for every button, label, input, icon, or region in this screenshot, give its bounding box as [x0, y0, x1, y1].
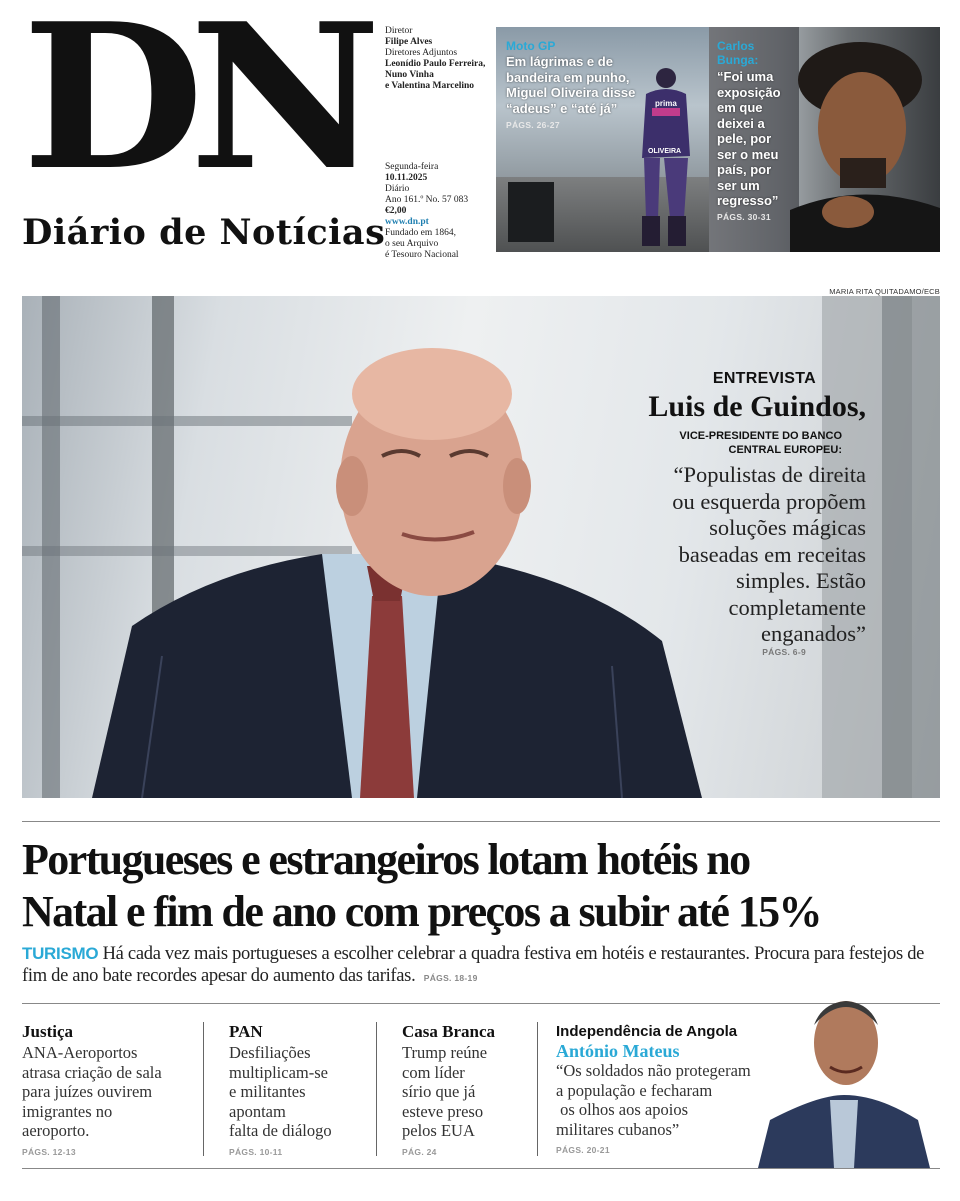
teaser-line: país, por — [717, 162, 772, 177]
podium-stand — [508, 182, 554, 242]
story-body — [229, 1043, 369, 1141]
main-headline[interactable] — [22, 834, 952, 938]
lead-kicker: TURISMO — [22, 944, 99, 963]
founded-note: é Tesouro Nacional — [385, 250, 459, 260]
story-line: a população e fecharam — [556, 1080, 713, 1100]
quote-line: completamente — [728, 594, 866, 620]
deputies-name: Leonídio Paulo Ferreira, — [385, 59, 486, 69]
interviewee-role — [600, 429, 842, 457]
story-pan[interactable] — [229, 1022, 369, 1157]
director-name: Filipe Alves — [385, 37, 433, 47]
rider-sponsor-text: prima — [655, 99, 677, 108]
story-heading: Independência de Angola — [556, 1023, 738, 1040]
teaser-kicker-bunga — [717, 39, 758, 67]
story-body — [402, 1043, 532, 1141]
issue-weekday: Segunda-feira — [385, 162, 439, 172]
issue-frequency: Diário — [385, 184, 410, 194]
story-justica[interactable] — [22, 1022, 192, 1157]
story-line: Desfiliações — [229, 1043, 311, 1062]
story-pages: PÁGS. 10-11 — [229, 1146, 283, 1157]
divider — [22, 1168, 940, 1169]
story-pages: PÁGS. 12-13 — [22, 1146, 76, 1157]
issue-price: €2,00 — [385, 206, 407, 216]
story-author-name: António Mateus — [556, 1041, 680, 1061]
dn-logo-letters: DN — [22, 0, 367, 215]
story-line: “Os soldados não protegeram — [556, 1061, 751, 1080]
issue-date: 10.11.2025 — [385, 173, 428, 183]
story-line: esteve preso — [402, 1101, 484, 1121]
founded-note: o seu Arquivo — [385, 239, 439, 249]
lead-pages: PÁGS. 18-19 — [423, 973, 478, 983]
founded-note: Fundado em 1864, — [385, 228, 456, 238]
interview-quote — [620, 462, 866, 648]
teaser-line: ser um — [717, 177, 760, 193]
story-line: para juízes ouvirem — [22, 1082, 153, 1101]
role-line: CENTRAL EUROPEU: — [728, 444, 842, 456]
quote-line: ou esquerda propõem — [672, 488, 866, 514]
interviewee-name: Luis de Guindos, — [648, 390, 866, 423]
story-line: sírio que já — [402, 1082, 476, 1101]
divider — [22, 821, 940, 822]
teaser-line: Miguel Oliveira disse — [506, 85, 636, 100]
column-divider — [376, 1022, 377, 1156]
story-line: militares cubanos” — [556, 1119, 680, 1139]
interview-pages: PÁGS. 6-9 — [762, 647, 806, 657]
carlos-bunga-portrait — [790, 40, 940, 252]
quote-line: soluções mágicas — [709, 515, 866, 540]
column-divider — [203, 1022, 204, 1156]
teaser-line: em que — [717, 100, 763, 115]
teaser-line: pele, por — [717, 131, 772, 146]
column-divider — [537, 1022, 538, 1156]
deputies-label: Diretores Adjuntos — [385, 48, 458, 58]
story-line: os olhos aos apoios — [556, 1100, 688, 1119]
story-line: atrasa criação de sala — [22, 1062, 162, 1082]
teaser-pages-bunga: PÁGS. 30-31 — [717, 212, 771, 222]
staff-box — [385, 26, 495, 92]
story-casa-branca[interactable] — [402, 1022, 532, 1157]
issue-number: Ano 161.º No. 57 083 — [385, 195, 469, 205]
story-line: apontam — [229, 1101, 286, 1121]
teaser-kicker-motogp: Moto GP — [506, 39, 556, 53]
teaser-line: Em lágrimas e de — [506, 54, 613, 69]
teaser-line: ser o meu — [717, 146, 779, 162]
teaser-line: “Foi uma — [717, 69, 774, 84]
headline-line: Natal e fim de ano com preços a subir até 15% — [22, 887, 821, 936]
story-line: aeroporto. — [22, 1121, 90, 1140]
quote-line: “Populistas de direita — [673, 462, 866, 487]
teaser-line: regresso” — [717, 193, 779, 208]
story-line: e militantes — [229, 1082, 306, 1101]
story-heading: Justiça — [22, 1022, 73, 1041]
story-heading: PAN — [229, 1022, 263, 1041]
story-line: multiplicam-se — [229, 1062, 328, 1082]
role-line: VICE-PRESIDENTE DO BANCO — [679, 430, 842, 442]
story-line: ANA-Aeroportos — [22, 1043, 138, 1062]
story-line: Trump reúne — [402, 1043, 488, 1062]
story-heading: Casa Branca — [402, 1022, 496, 1041]
quote-line: baseadas em receitas — [678, 541, 866, 567]
lead-text: Há cada vez mais portugueses a escolher celebrar a quadra festiva em hotéis e restaurantes. Procura para festejos de fim de ano bate recordes apesar do aumento das tarifas. — [22, 944, 925, 986]
issue-info — [385, 162, 495, 261]
story-line: com líder — [402, 1062, 465, 1082]
teaser-pages-motogp: PÁGS. 26-27 — [506, 120, 560, 130]
website-link[interactable]: www.dn.pt — [385, 217, 429, 227]
director-label: Diretor — [385, 26, 413, 36]
story-angola[interactable] — [556, 1022, 776, 1155]
photo-credit: MARIA RITA QUITADAMO/ECB — [829, 287, 940, 296]
story-pages: PÁG. 24 — [402, 1146, 437, 1157]
teaser-text-bunga — [717, 69, 807, 209]
teaser-line: exposição — [717, 84, 781, 100]
quote-line: enganados” — [761, 621, 866, 646]
dn-logo[interactable] — [22, 0, 367, 218]
teaser-kicker-line: Bunga: — [717, 53, 759, 67]
quote-line: simples. Estão — [736, 568, 866, 593]
story-line: imigrantes no — [22, 1101, 113, 1121]
rider-name-text: OLIVEIRA — [648, 148, 682, 155]
teaser-line: bandeira em punho, — [506, 69, 630, 85]
deputies-name: Nuno Vinha — [385, 70, 434, 80]
newspaper-name: Diário de Notícias — [22, 212, 386, 253]
story-body — [556, 1061, 776, 1139]
teaser-line: “adeus” e “até já” — [506, 100, 618, 116]
headline-line: Portugueses e estrangeiros lotam hotéis no — [22, 835, 750, 884]
story-line: falta de diálogo — [229, 1121, 332, 1140]
teaser-text-motogp — [506, 54, 656, 116]
teaser-line: deixei a — [717, 115, 765, 131]
main-lead — [22, 943, 940, 989]
story-pages: PÁGS. 20-21 — [556, 1145, 610, 1155]
story-body — [22, 1043, 192, 1141]
story-line: pelos EUA — [402, 1121, 475, 1140]
interview-kicker: ENTREVISTA — [712, 370, 816, 387]
antonio-mateus-portrait — [758, 985, 930, 1168]
deputies-name: e Valentina Marcelino — [385, 81, 475, 91]
teaser-kicker-line: Carlos — [717, 39, 755, 53]
